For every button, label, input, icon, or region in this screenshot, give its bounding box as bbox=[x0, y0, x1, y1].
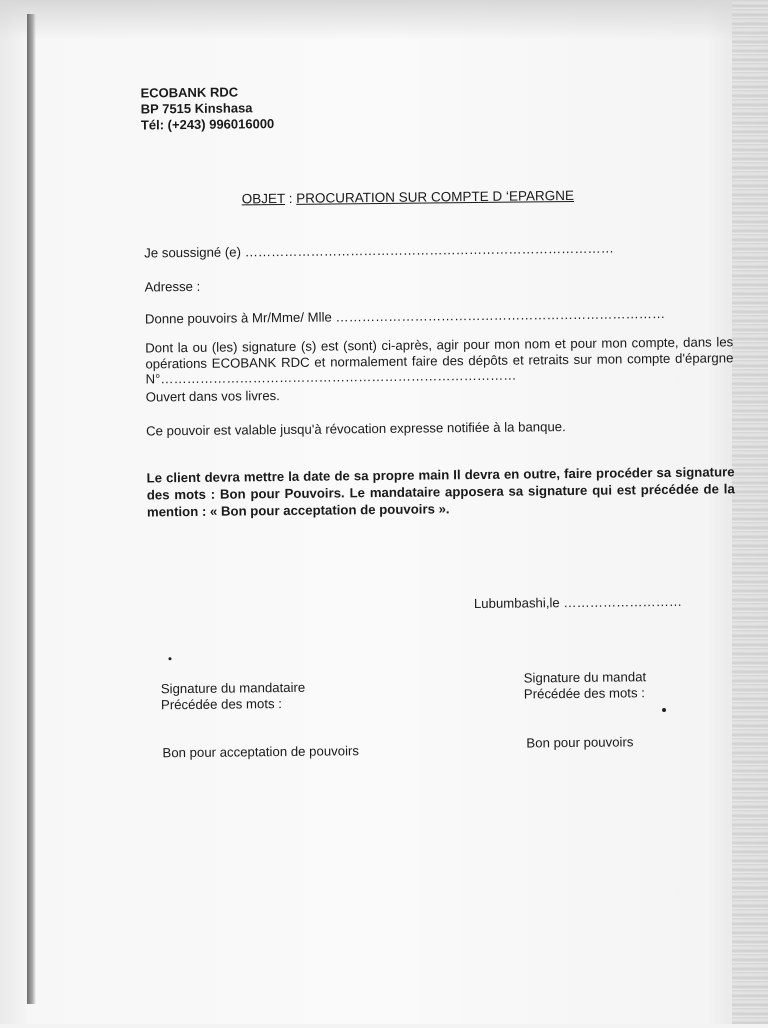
authorization-paragraph-end: Ouvert dans vos livres. bbox=[145, 388, 280, 405]
subject-label: OBJET bbox=[241, 190, 286, 207]
instructions-paragraph: Le client devra mettre la date de sa propre main Il devra en outre, faire procéder sa signature des mots : Bon pour Pouvoirs. Le mandataire apposera sa signature qui est précédée de la mention : « Bon pour acceptation de pouvoirs ». bbox=[146, 464, 735, 520]
validity-paragraph: Ce pouvoir est valable jusqu'à révocation expresse notifiée à la banque. bbox=[146, 419, 566, 439]
scan-speck bbox=[662, 708, 666, 712]
right-signature-label: Signature du mandat bbox=[523, 669, 647, 686]
right-signature-prefix: Précédée des mots : bbox=[523, 685, 645, 702]
subject-line bbox=[242, 188, 574, 207]
right-signature-mention: Bon pour pouvoirs bbox=[526, 734, 634, 751]
address-field: Adresse : bbox=[144, 278, 201, 295]
bank-phone: Tél: (+243) 996016000 bbox=[140, 116, 275, 133]
undersigned-field: Je soussigné (e) ………………………………………………………………………… bbox=[144, 240, 614, 261]
place-date: Lubumbashi,le ……………………… bbox=[473, 593, 683, 612]
left-signature-prefix: Précédée des mots : bbox=[160, 696, 282, 713]
left-signature-label: Signature du mandataire bbox=[160, 679, 306, 697]
bank-address: BP 7515 Kinshasa bbox=[140, 100, 253, 117]
left-signature-mention: Bon pour acceptation de pouvoirs bbox=[162, 743, 360, 761]
bank-name: ECOBANK RDC bbox=[140, 84, 239, 101]
scan-speck bbox=[168, 657, 171, 660]
subject-title: PROCURATION SUR COMPTE D ‘EPARGNE bbox=[296, 187, 575, 206]
subject-separator: : bbox=[284, 190, 297, 206]
powers-to-field: Donne pouvoirs à Mr/Mme/ Mlle ………………………………………………………………… bbox=[144, 306, 666, 327]
authorization-paragraph: Dont la ou (les) signature (s) est (sont) ci-après, agir pour mon nom et pour mon compte, dans les opérations ECOBANK RDC et normalement faire des dépôts et retraits sur mon compte d'épargne N°……………………………………………………………………… bbox=[145, 334, 734, 387]
